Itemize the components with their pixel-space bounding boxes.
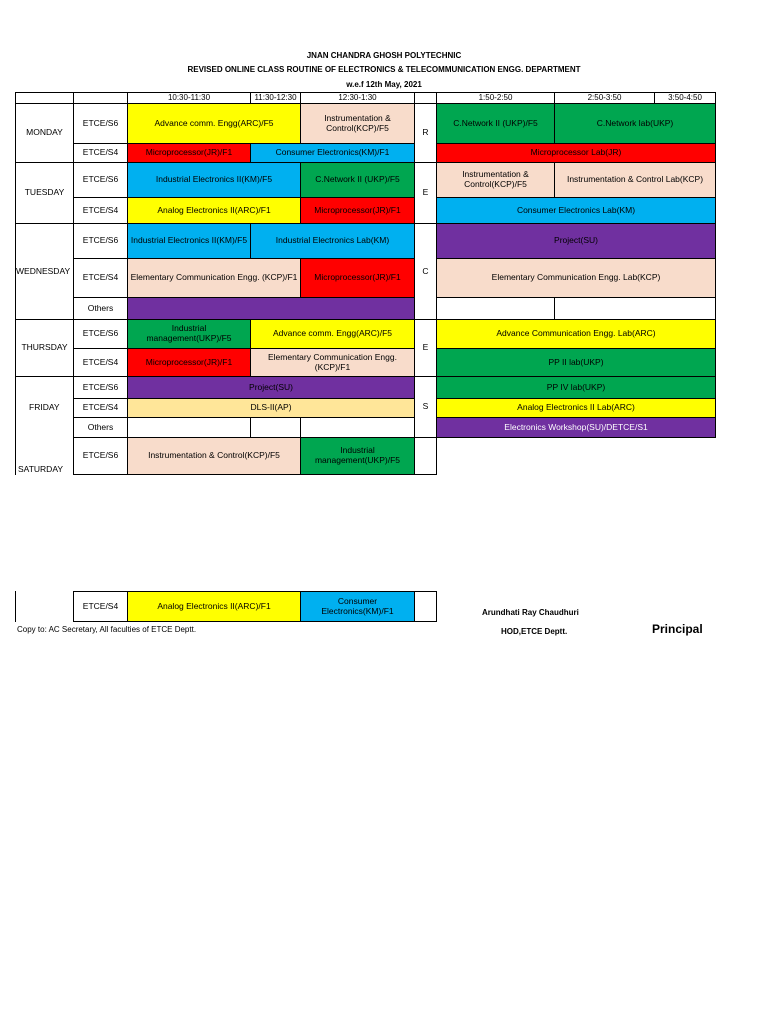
- group-label: ETCE/S4: [73, 591, 128, 622]
- empty-cell: [250, 417, 301, 438]
- slot-2: 11:30-12:30: [250, 92, 301, 104]
- class-cell: Elementary Communication Engg. (KCP)/F1: [127, 258, 301, 298]
- day-tuesday: TUESDAY: [15, 162, 74, 224]
- class-cell: Elementary Communication Engg. (KCP)/F1: [250, 348, 415, 377]
- class-cell: Instrumentation & Control(KCP)/F5: [300, 103, 415, 144]
- group-label: Others: [73, 417, 128, 438]
- recess-s: S: [414, 376, 437, 438]
- group-label: ETCE/S4: [73, 143, 128, 163]
- class-cell: Consumer Electronics(KM)/F1: [300, 591, 415, 622]
- recess-blank: [414, 437, 437, 475]
- group-label: ETCE/S4: [73, 197, 128, 224]
- group-label: ETCE/S6: [73, 223, 128, 259]
- class-cell: Instrumentation & Control(KCP)/F5: [436, 162, 555, 198]
- recess-e2: E: [414, 319, 437, 377]
- class-cell: Electronics Workshop(SU)/DETCE/S1: [436, 417, 716, 438]
- group-label: ETCE/S6: [73, 376, 128, 399]
- recess-r: R: [414, 103, 437, 163]
- principal-label: Principal: [652, 622, 703, 636]
- class-cell-empty: [127, 297, 415, 320]
- class-cell: C.Network II (UKP)/F5: [300, 162, 415, 198]
- class-cell: Consumer Electronics Lab(KM): [436, 197, 716, 224]
- institute-title: JNAN CHANDRA GHOSH POLYTECHNIC: [306, 51, 462, 60]
- group-label: ETCE/S4: [73, 348, 128, 377]
- group-label: ETCE/S6: [73, 162, 128, 198]
- empty-cell: [414, 591, 437, 622]
- class-cell: Project(SU): [436, 223, 716, 259]
- slot-5: 2:50-3:50: [554, 92, 655, 104]
- copy-to-note: Copy to: AC Secretary, All faculties of ETCE Deptt.: [17, 625, 197, 634]
- class-cell: Analog Electronics II Lab(ARC): [436, 398, 716, 418]
- class-cell: Analog Electronics II(ARC)/F1: [127, 197, 301, 224]
- class-cell: Industrial management(UKP)/F5: [300, 437, 415, 475]
- hod-name: Arundhati Ray Chaudhuri: [482, 608, 579, 617]
- class-cell: C.Network II (UKP)/F5: [436, 103, 555, 144]
- day-wednesday: WEDNESDAY: [15, 223, 74, 320]
- class-cell: Microprocessor(JR)/F1: [300, 258, 415, 298]
- class-cell: Advance comm. Engg(ARC)/F5: [250, 319, 415, 349]
- group-label: ETCE/S6: [73, 319, 128, 349]
- class-cell: Microprocessor Lab(JR): [436, 143, 716, 163]
- day-friday: FRIDAY: [29, 402, 60, 412]
- class-cell: Industrial Electronics II(KM)/F5: [127, 223, 251, 259]
- day-friday-saturday-cell: [15, 376, 74, 475]
- slot-3: 12:30-1:30: [300, 92, 415, 104]
- class-cell: Industrial Electronics II(KM)/F5: [127, 162, 301, 198]
- group-label: ETCE/S6: [73, 103, 128, 144]
- routine-title: REVISED ONLINE CLASS ROUTINE OF ELECTRONICS & TELECOMMUNICATION ENGG. DEPARTMENT: [187, 65, 581, 74]
- class-cell: C.Network lab(UKP): [554, 103, 716, 144]
- recess-e: E: [414, 162, 437, 224]
- group-label: ETCE/S4: [73, 398, 128, 418]
- class-cell: PP II lab(UKP): [436, 348, 716, 377]
- group-label: ETCE/S6: [73, 437, 128, 475]
- empty-cell: [554, 297, 716, 320]
- slot-1: 10:30-11:30: [127, 92, 251, 104]
- class-cell: Microprocessor(JR)/F1: [300, 197, 415, 224]
- day-thursday: THURSDAY: [15, 319, 74, 377]
- class-cell: Instrumentation & Control Lab(KCP): [554, 162, 716, 198]
- group-label: Others: [73, 297, 128, 320]
- class-cell: Advance Communication Engg. Lab(ARC): [436, 319, 716, 349]
- class-cell: Elementary Communication Engg. Lab(KCP): [436, 258, 716, 298]
- recess-c: C: [414, 223, 437, 320]
- left-border: [15, 591, 16, 622]
- class-cell: Project(SU): [127, 376, 415, 399]
- class-cell: Microprocessor(JR)/F1: [127, 143, 251, 163]
- slot-6: 3:50-4:50: [654, 92, 716, 104]
- hod-designation: HOD,ETCE Deptt.: [501, 627, 568, 636]
- class-cell: Analog Electronics II(ARC)/F1: [127, 591, 301, 622]
- class-cell: Instrumentation & Control(KCP)/F5: [127, 437, 301, 475]
- empty-cell: [127, 417, 251, 438]
- class-cell: PP IV lab(UKP): [436, 376, 716, 399]
- class-cell: Microprocessor(JR)/F1: [127, 348, 251, 377]
- effective-date: w.e.f 12th May, 2021: [346, 80, 422, 89]
- class-cell: Consumer Electronics(KM)/F1: [250, 143, 415, 163]
- slot-4: 1:50-2:50: [436, 92, 555, 104]
- class-cell: Industrial Electronics Lab(KM): [250, 223, 415, 259]
- empty-cell: [436, 297, 555, 320]
- class-cell: DLS-II(AP): [127, 398, 415, 418]
- day-monday: MONDAY: [15, 103, 74, 163]
- empty-cell: [300, 417, 415, 438]
- group-label: ETCE/S4: [73, 258, 128, 298]
- class-cell: Industrial management(UKP)/F5: [127, 319, 251, 349]
- class-cell: Advance comm. Engg(ARC)/F5: [127, 103, 301, 144]
- day-saturday: SATURDAY: [18, 464, 64, 474]
